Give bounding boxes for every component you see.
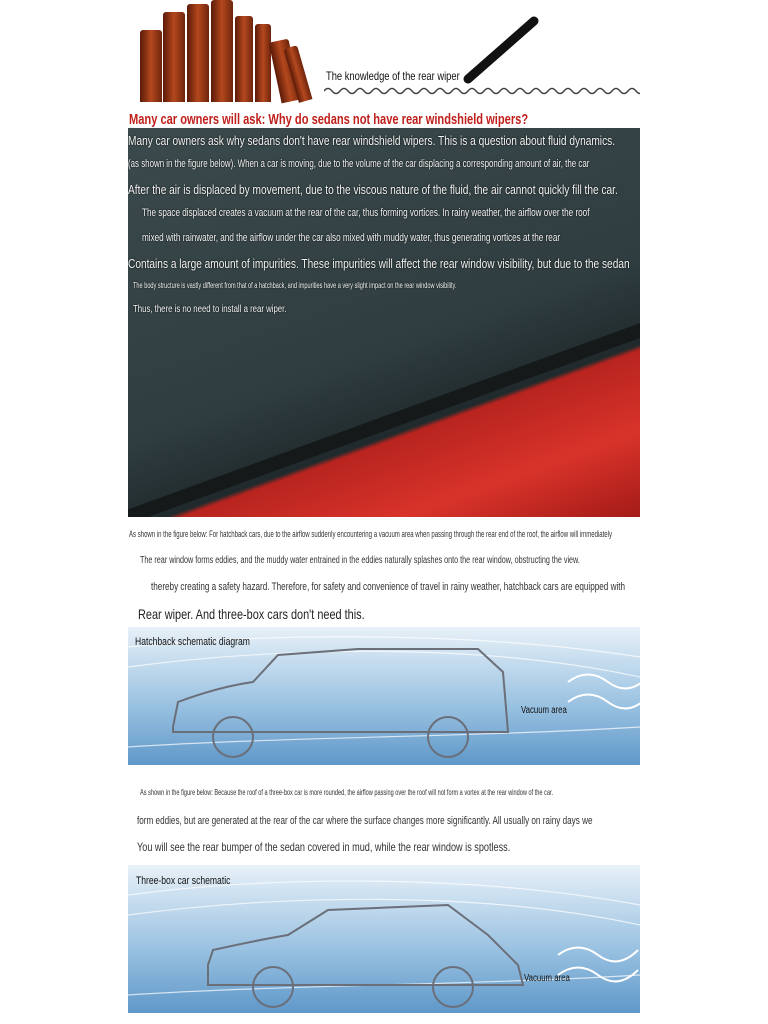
photo-text-line: The body structure is vastly different from that of a hatchback, and impurities have a very slight impact on the rear window visibility. <box>133 281 457 290</box>
photo-text-line: Many car owners ask why sedans don't have rear windshield wipers. This is a question about fluid dynamics. <box>128 133 616 148</box>
sedan-car-outline <box>128 865 640 1013</box>
banner-title: The knowledge of the rear wiper <box>326 69 460 83</box>
photo-text-line: (as shown in the figure below). When a car is moving, due to the volume of the car displacing a corresponding amount of air, the car <box>128 158 590 170</box>
hatchback-diagram <box>128 627 640 765</box>
photo-text-line: Thus, there is no need to install a rear wiper. <box>133 304 287 315</box>
sedan-text-line: As shown in the figure below: Because the roof of a three-box car is more rounded, the airflow passing over the roof will not form a vortex at the rear window of the car. <box>140 788 554 797</box>
wiper-blade <box>128 306 640 517</box>
hatchback-text-line: Rear wiper. And three-box cars don't need this. <box>138 606 365 622</box>
vacuum-area-label: Vacuum area <box>521 705 567 716</box>
books-illustration <box>135 0 320 102</box>
sedan-text-line: You will see the rear bumper of the sedan covered in mud, while the rear window is spotless. <box>137 840 511 854</box>
rear-window-photo <box>128 128 640 517</box>
sedan-diagram <box>128 865 640 1013</box>
photo-text-line: The space displaced creates a vacuum at the rear of the car, thus forming vortices. In rainy weather, the airflow over the roof <box>142 207 590 219</box>
photo-text-line: After the air is displaced by movement, due to the viscous nature of the fluid, the air cannot quickly fill the car. <box>128 182 618 197</box>
photo-text-line: Contains a large amount of impurities. These impurities will affect the rear window visibility, but due to the sedan <box>128 256 630 271</box>
wavy-divider <box>324 86 640 96</box>
sedan-text-line: form eddies, but are generated at the rear of the car where the surface changes more significantly. All usually on rainy days we <box>137 815 593 827</box>
hatchback-text-line: As shown in the figure below: For hatchback cars, due to the airflow suddenly encountering a vacuum area when passing through the rear end of the roof, the airflow will immediately <box>129 529 613 539</box>
vacuum-area-label: Vacuum area <box>524 973 570 984</box>
page-heading: Many car owners will ask: Why do sedans not have rear windshield wipers? <box>129 111 529 128</box>
photo-text-line: mixed with rainwater, and the airflow under the car also mixed with muddy water, thus generating vortices at the rear <box>142 232 561 244</box>
hatchback-text-line: The rear window forms eddies, and the muddy water entrained in the eddies naturally splashes onto the rear window, obstructing the view. <box>140 555 580 566</box>
sedan-diagram-title: Three-box car schematic <box>136 875 231 887</box>
hatchback-text-line: thereby creating a safety hazard. Therefore, for safety and convenience of travel in rainy weather, hatchback cars are equipped with <box>151 581 626 593</box>
hatchback-diagram-title: Hatchback schematic diagram <box>135 636 250 648</box>
pen-icon <box>460 15 542 87</box>
